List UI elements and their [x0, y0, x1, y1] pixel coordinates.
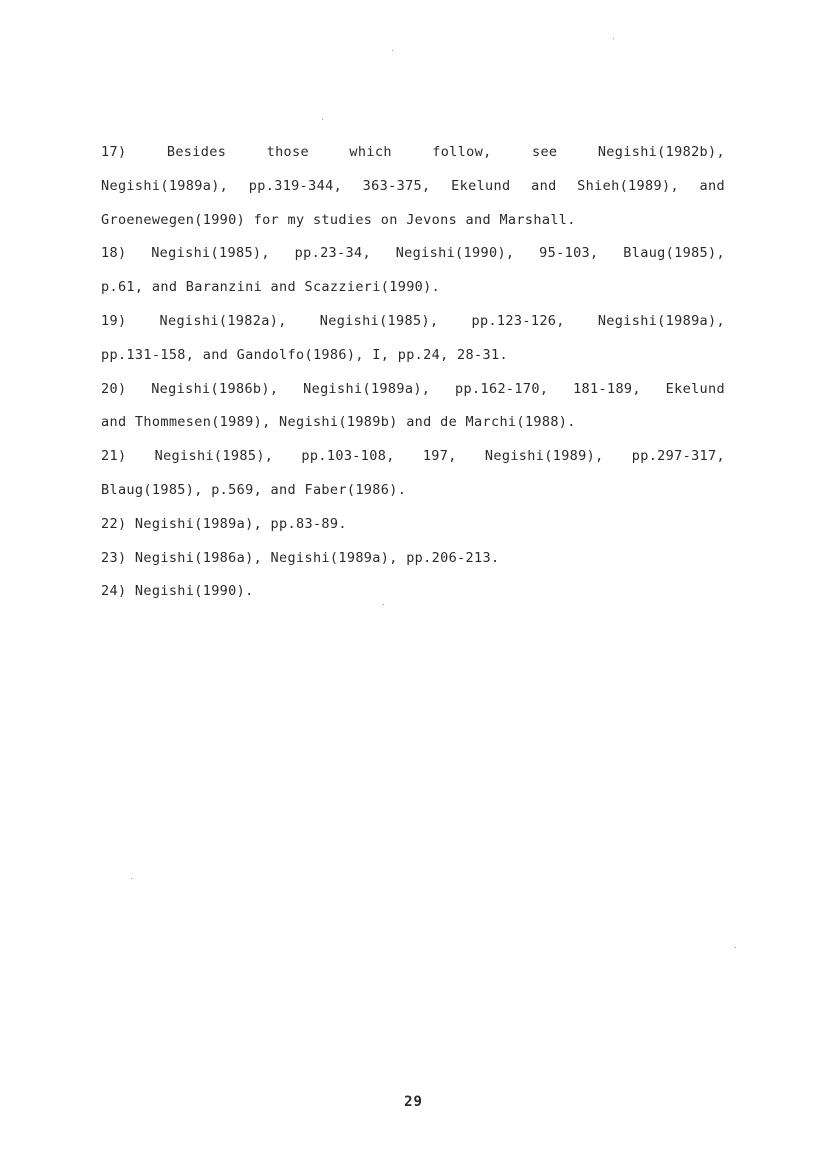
footnote-line: Negishi(1989a), pp.319-344, 363-375, Ekelund and Shieh(1989), and — [101, 177, 725, 194]
footnotes-list — [101, 136, 725, 609]
footnote-line: pp.131-158, and Gandolfo(1986), I, pp.24, 28-31. — [101, 346, 508, 363]
footnote-line: p.61, and Baranzini and Scazzieri(1990). — [101, 279, 441, 296]
footnote-24 — [101, 575, 725, 609]
footnote-21 — [101, 440, 725, 508]
footnote-line: 24) Negishi(1990). — [101, 583, 254, 600]
footnote-line: 17) Besides those which follow, see Negishi(1982b), — [101, 144, 725, 160]
footnote-23 — [101, 542, 725, 576]
scan-speck — [613, 38, 614, 39]
footnote-line: 23) Negishi(1986a), Negishi(1989a), pp.206-213. — [101, 549, 500, 566]
footnote-line: Groenewegen(1990) for my studies on Jevons and Marshall. — [101, 211, 576, 228]
footnote-20 — [101, 373, 725, 441]
footnote-line: 22) Negishi(1989a), pp.83-89. — [101, 515, 347, 532]
scan-speck — [383, 604, 384, 605]
footnote-19 — [101, 305, 725, 373]
scan-speck — [131, 878, 132, 879]
footnote-18 — [101, 237, 725, 305]
footnote-line: 20) Negishi(1986b), Negishi(1989a), pp.162-170, 181-189, Ekelund — [101, 380, 725, 397]
footnote-line: and Thommesen(1989), Negishi(1989b) and de Marchi(1988). — [101, 414, 576, 431]
footnote-line: 19) Negishi(1982a), Negishi(1985), pp.123-126, Negishi(1989a), — [101, 312, 725, 329]
footnote-22 — [101, 508, 725, 542]
page-number: 29 — [404, 1094, 423, 1110]
footnote-17 — [101, 136, 725, 237]
scan-speck — [735, 947, 736, 948]
footnote-line: 18) Negishi(1985), pp.23-34, Negishi(1990), 95-103, Blaug(1985), — [101, 245, 725, 262]
scan-speck — [322, 119, 323, 120]
scan-speck — [392, 50, 393, 51]
footnote-line: 21) Negishi(1985), pp.103-108, 197, Negishi(1989), pp.297-317, — [101, 448, 725, 465]
footnote-line: Blaug(1985), p.569, and Faber(1986). — [101, 481, 407, 498]
